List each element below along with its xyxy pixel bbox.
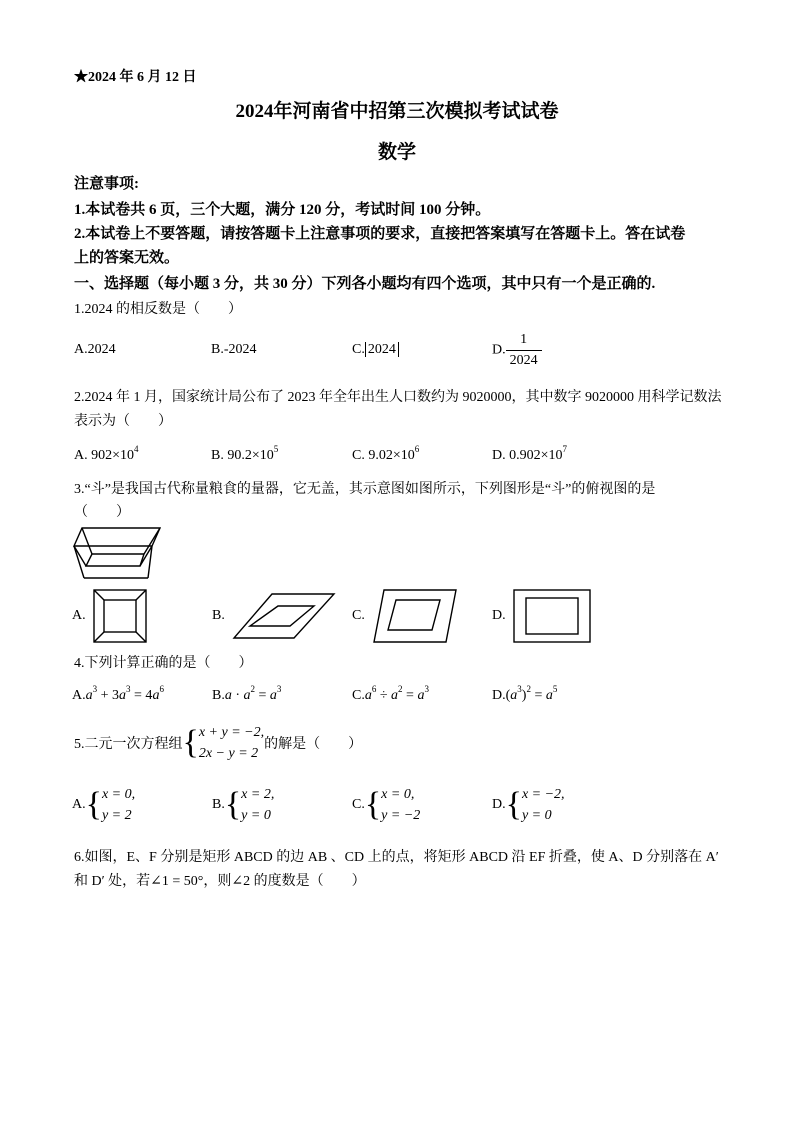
q1-option-a: A.2024 [74, 342, 116, 357]
q3-option-b-figure [232, 592, 336, 640]
q3-option-a-label: A. [72, 608, 86, 623]
fraction-denominator: 2024 [509, 353, 538, 368]
section-1-heading: 一、选择题（每小题 3 分，共 30 分）下列各小题均有四个选项，其中只有一个是正确的. [74, 276, 656, 292]
q3-option-a-figure [92, 588, 148, 644]
q1-option-b: B.-2024 [211, 342, 257, 357]
notice-item-2-line-2: 上的答案无效。 [74, 250, 180, 266]
q2-stem-line-2: 表示为（ ） [74, 414, 172, 429]
q6-stem-line-1: 6.如图，E、F 分别是矩形 ABCD 的边 AB 、CD 上的点，将矩形 ABCD 沿 EF 折叠，使 A、D 分别落在 A′ [74, 850, 719, 865]
dou-vessel-figure [68, 524, 164, 584]
notice-item-2-line-1: 2.本试卷上不要答题，请按答题卡上注意事项的要求，直接把答案填写在答题卡上。答在试卷 [74, 226, 686, 242]
q3-option-d-label: D. [492, 608, 506, 623]
q2-option-b: B. $90.2\times 10^5$ [211, 444, 279, 463]
abs-value: 2024 [365, 342, 399, 357]
q3-stem-line-2: （ ） [74, 505, 130, 520]
q3-stem-line-1: 3.“斗”是我国古代称量粮食的量器，它无盖，其示意图如图所示，下列图形是“斗”的俯视图的是 [74, 482, 656, 497]
q4-stem: 4.下列计算正确的是（ ） [74, 656, 253, 671]
q4-option-d: $D.(a^3)^2 = a^5$ [492, 684, 558, 703]
q2-option-c: C. $9.02\times 10^6$ [352, 444, 420, 463]
q4-option-b: $B.a \cdot a^2 = a^3$ [212, 684, 282, 703]
q3-option-b-label: B. [212, 608, 225, 623]
q5-option-d: D.{ x = −2, y = 0 [492, 786, 565, 823]
q1-option-c: C. 2024 [352, 342, 399, 358]
q5-option-c: C.{ x = 0, y = −2 [352, 786, 421, 823]
q4-option-a: $A.a^3 + 3a^3 = 4a^6$ [72, 684, 164, 703]
q3-option-d-figure [512, 588, 592, 644]
q4-option-c: $C.a^6 \div a^2 = a^3$ [352, 684, 429, 703]
exam-subject: 数学 [377, 142, 416, 163]
q5-stem: 5.二元一次方程组{ x + y = −2, 2x − y = 2 的解是（ ） [74, 724, 363, 761]
q5-option-a: A.{ x = 0, y = 2 [72, 786, 136, 823]
notice-item-1: 1.本试卷共 6 页，三个大题，满分 120 分，考试时间 100 分钟。 [74, 202, 491, 218]
notice-heading: 注意事项: [74, 176, 139, 192]
q2-option-a: A. $902\times 10^4$ [74, 444, 139, 463]
q1-option-d: D. $\frac{1}{2024}$ [492, 330, 542, 371]
q6-stem-line-2: 和 D′ 处，若∠1 = 50°，则∠2 的度数是（ ） [74, 874, 366, 889]
q5-option-b: B.{ x = 2, y = 0 [212, 786, 275, 823]
q2-option-d: D. $0.902\times 10^7$ [492, 444, 568, 463]
q1-stem: 1.2024 的相反数是（ ） [74, 302, 242, 317]
exam-title: 2024年河南省中招第三次模拟考试试卷 [235, 101, 559, 122]
exam-date: ★2024 年 6 月 12 日 [74, 70, 197, 85]
q2-stem-line-1: 2.2024 年 1 月，国家统计局公布了 2023 年全年出生人口数约为 9020000，其中数字 9020000 用科学记数法 [74, 390, 722, 405]
q3-option-c-figure [372, 588, 458, 644]
q3-option-c-label: C. [352, 608, 365, 623]
fraction-numerator: 1 [506, 330, 542, 351]
